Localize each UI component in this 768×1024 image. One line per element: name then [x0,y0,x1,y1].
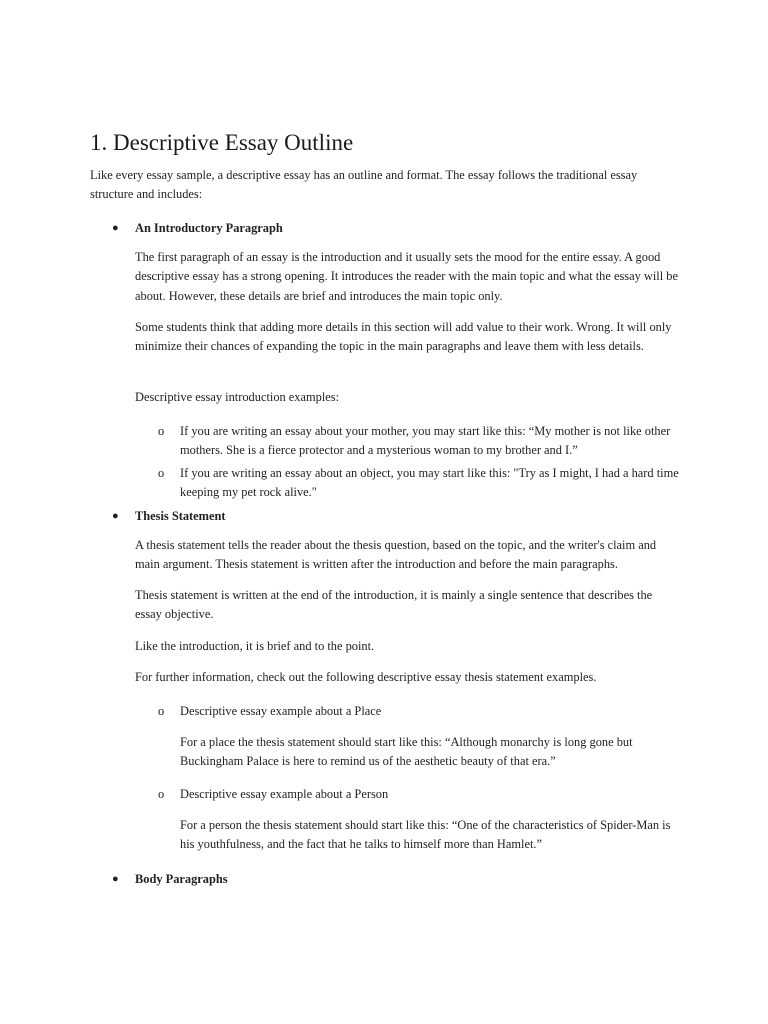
bullet-icon: ● [112,222,119,234]
thesis-paragraph-1: A thesis statement tells the reader about the thesis question, based on the topic, and the writer's claim and main argument. Thesis statement is written after the introduction and before the main paragraphs. [135,538,657,572]
bullet-icon: ● [112,873,119,885]
sub-bullet-icon: o [158,466,165,480]
introductory-paragraph-1: The first paragraph of an essay is the introduction and it usually sets the mood for the entire essay. A good descriptive essay has a strong opening. It introduces the reader with the main topic and what the essay will be about. However, these details are brief and introduces the main topic only. [135,250,678,303]
thesis-paragraph-2: Thesis statement is written at the end of the introduction, it is mainly a single sentence that describes the essay objective. [135,588,653,622]
sub-bullet-icon: o [158,704,165,718]
intro-paragraph: Like every essay sample, a descriptive essay has an outline and format. The essay follows the traditional essay structure and includes: [90,168,638,202]
introductory-paragraph-2: Some students think that adding more details in this section will add value to their work. Wrong. It will only minimize their chances of expanding the topic in the main paragraphs and leave them with less details. [135,320,672,354]
place-example-label: Descriptive essay example about a Place [180,704,382,718]
bullet-icon: ● [112,510,119,522]
introduction-example-2: If you are writing an essay about an object, you may start like this: "Try as I might, I had a hard time keeping my pet rock alive." [180,466,679,500]
sub-bullet-icon: o [158,424,165,438]
introduction-example-1: If you are writing an essay about your mother, you may start like this: “My mother is not like other mothers. She is a fierce protector and a mysterious woman to my brother and I.” [180,424,671,458]
section-label-thesis: Thesis Statement [135,509,226,523]
section-label-body: Body Paragraphs [135,872,228,886]
place-example-text: For a place the thesis statement should start like this: “Although monarchy is long gone but Buckingham Palace is here to remind us of the aesthetic beauty of that era.” [180,735,633,769]
section-label-introductory: An Introductory Paragraph [135,221,283,235]
page-title: 1. Descriptive Essay Outline [90,130,354,155]
sub-bullet-icon: o [158,787,165,801]
introductory-paragraph-3: Descriptive essay introduction examples: [135,390,340,404]
person-example-label: Descriptive essay example about a Person [180,787,389,801]
thesis-paragraph-4: For further information, check out the following descriptive essay thesis statement examples. [135,670,597,684]
person-example-text: For a person the thesis statement should start like this: “One of the characteristics of Spider-Man is his youthfulness, and the fact that he talks to himself more than Hamlet.” [180,818,671,852]
thesis-paragraph-3: Like the introduction, it is brief and to the point. [135,639,375,653]
